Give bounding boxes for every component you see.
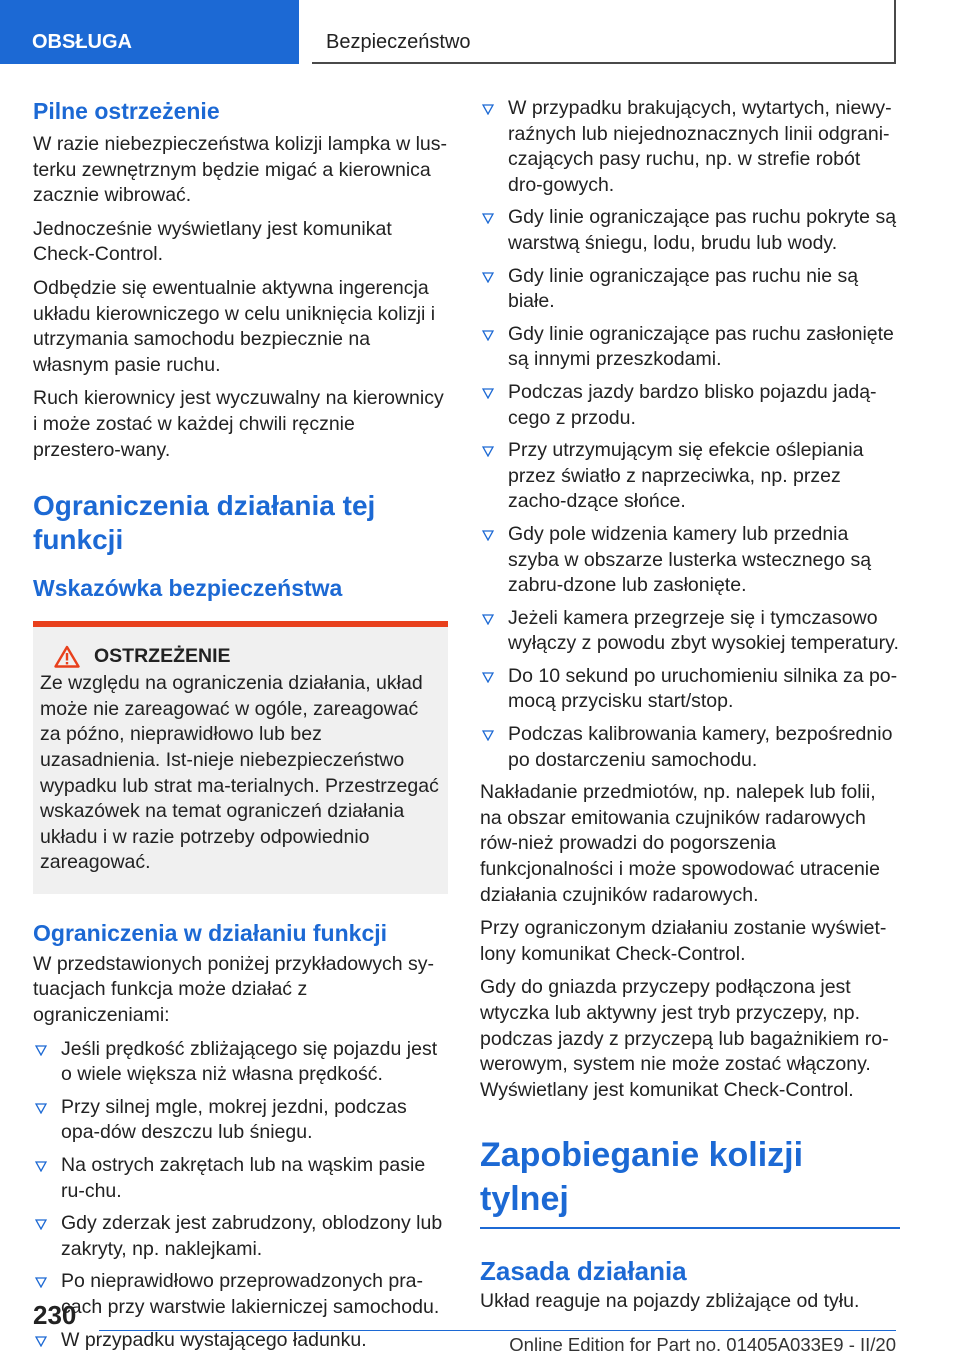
triangle-bullet-icon <box>482 671 494 683</box>
list-item-text: Jeśli prędkość zbliżającego się pojazdu jest o wiele większa niż własna prędkość. <box>61 1037 438 1086</box>
list-item <box>480 664 900 715</box>
list-item <box>33 1269 448 1320</box>
limitation-list-continued <box>480 96 900 773</box>
heading-rear-collision-prevention: Zapobieganie kolizji tylnej <box>480 1136 804 1219</box>
list-item <box>480 438 900 515</box>
list-item <box>480 205 900 256</box>
paragraph: W razie niebezpieczeństwa kolizji lampka w lus-terku zewnętrznym będzie migać a kierownica zacznie wibrować. <box>33 133 447 207</box>
paragraph: Ruch kierownicy jest wyczuwalny na kierownicy i może zostać w każdej chwili ręcznie przestero-wany. <box>33 387 444 461</box>
list-item <box>480 722 900 773</box>
list-item <box>33 1037 448 1088</box>
paragraph: Jednocześnie wyświetlany jest komunikat Check-Control. <box>33 217 392 266</box>
list-item-text: Na ostrych zakrętach lub na wąskim pasie ru-chu. <box>61 1154 426 1202</box>
list-item <box>480 522 900 599</box>
list-item-text: Gdy linie ograniczające pas ruchu nie są białe. <box>508 264 859 313</box>
page-number: 230 <box>33 1300 77 1330</box>
triangle-bullet-icon <box>482 445 494 457</box>
list-item-text: Gdy zderzak jest zabrudzony, oblodzony lub zakryty, np. naklejkami. <box>61 1212 443 1260</box>
heading-function-limits: Ograniczenia działania tej funkcji <box>33 490 376 556</box>
paragraph: Odbędzie się ewentualnie aktywna ingerencja układu kierowniczego w celu uniknięcia kolizji i utrzymania samochodu bezpiecznie na własnym pasie ruchu. <box>33 276 436 376</box>
section-tab: OBSŁUGA <box>0 0 299 64</box>
triangle-bullet-icon <box>35 1102 47 1114</box>
list-item <box>480 606 900 657</box>
triangle-bullet-icon <box>482 729 494 741</box>
triangle-bullet-icon <box>482 103 494 115</box>
list-item-text: Jeżeli kamera przegrzeje się i tymczasowo wyłączy z powodu zbyt wysokiej temperatury. <box>508 606 899 655</box>
triangle-bullet-icon <box>35 1276 47 1288</box>
list-item-text: Podczas kalibrowania kamery, bezpośrednio po dostarczeniu samochodu. <box>508 723 893 771</box>
chapter-title: Bezpieczeństwo <box>312 0 896 64</box>
triangle-bullet-icon <box>482 613 494 625</box>
triangle-bullet-icon <box>482 329 494 341</box>
list-item <box>33 1153 448 1204</box>
warning-title <box>40 643 440 669</box>
triangle-bullet-icon <box>482 387 494 399</box>
left-column <box>33 96 448 1360</box>
section-rule <box>480 1133 900 1229</box>
warning-box <box>33 621 448 894</box>
right-column <box>480 96 900 1315</box>
list-item-text: Gdy linie ograniczające pas ruchu zasłonięte są innymi przeszkodami. <box>508 322 894 371</box>
heading-safety-note: Wskazówka bezpieczeństwa <box>33 575 343 602</box>
edition-footer: Online Edition for Part no. 01405A033E9 - II/20 <box>509 1334 896 1355</box>
triangle-bullet-icon <box>35 1044 47 1056</box>
triangle-bullet-icon <box>482 271 494 283</box>
triangle-bullet-icon <box>35 1160 47 1172</box>
list-item <box>33 1095 448 1146</box>
heading-urgent-warning: Pilne ostrzeżenie <box>33 98 220 124</box>
list-item <box>480 264 900 315</box>
limitation-list <box>33 1037 448 1354</box>
triangle-bullet-icon <box>35 1335 47 1347</box>
paragraph: Przy ograniczonym działaniu zostanie wyświet-lony komunikat Check-Control. <box>480 917 887 965</box>
paragraph: Gdy do gniazda przyczepy podłączona jest wtyczka lub aktywny jest tryb przyczepy, np. podczas jazdy z przyczepą lub bagażnikiem ro-werowym, system nie może zostać włączony. Wyświetlany jest komunikat Check-Control. <box>480 976 889 1101</box>
list-item <box>33 1211 448 1262</box>
list-item-text: W przypadku brakujących, wytartych, niewy-raźnych lub niejednoznacznych linii odgrani-czających pasy ruchu, np. w strefie robót dro-gowych. <box>508 97 892 196</box>
list-item-text: Gdy pole widzenia kamery lub przednia szyba w obszarze lusterka wstecznego są zabru-dzone lub zasłonięte. <box>508 522 872 597</box>
list-item <box>480 380 900 431</box>
triangle-bullet-icon <box>482 529 494 541</box>
triangle-bullet-icon <box>35 1218 47 1230</box>
paragraph: Układ reaguje na pojazdy zbliżające od tyłu. <box>480 1290 860 1313</box>
list-item-text: Do 10 sekund po uruchomieniu silnika za po-mocą przycisku start/stop. <box>508 664 898 713</box>
list-item-text: Przy silnej mgle, mokrej jezdni, podczas opa-dów deszczu lub śniegu. <box>61 1095 407 1144</box>
list-item <box>480 96 900 198</box>
list-item-text: Przy utrzymującym się efekcie oślepiania przez światło z naprzeciwka, np. przez zacho-dzące słońce. <box>508 439 864 513</box>
paragraph: Nakładanie przedmiotów, np. nalepek lub folii, na obszar emitowania czujników radarowych rów-nież prowadzi do pogorszenia funkcjonalności i może spowodować utracenie działania czujników radarowych. <box>480 781 880 906</box>
warning-text: Ze względu na ograniczenia działania, układ może nie zareagować w ogóle, zareagować za późno, nieprawidłowo lub bez uzasadnienia. Ist-nieje niebezpieczeństwo wypadku lub strat ma-terialnych. Przestrzegać wskazówek na temat ograniczeń działania układu i w razie potrzeby odpowiednio zareagować. <box>40 672 439 874</box>
list-item <box>480 322 900 373</box>
paragraph: W przedstawionych poniżej przykładowych sy-tuacjach funkcja może działać z ograniczeniami: <box>33 952 434 1027</box>
warning-triangle-icon <box>54 645 80 668</box>
triangle-bullet-icon <box>482 212 494 224</box>
heading-principle: Zasada działania <box>480 1256 687 1287</box>
list-item-text: Po nieprawidłowo przeprowadzonych pra-cach przy warstwie lakierniczej samochodu. <box>61 1270 440 1318</box>
list-item-text: W przypadku wystającego ładunku. <box>61 1328 367 1351</box>
heading-operation-limits: Ograniczenia w działaniu funkcji <box>33 919 388 946</box>
list-item-text: Gdy linie ograniczające pas ruchu pokryte są warstwą śniegu, lodu, brudu lub wody. <box>508 206 897 254</box>
list-item-text: Podczas jazdy bardzo blisko pojazdu jadą-cego z przodu. <box>508 380 877 429</box>
warning-title-text: OSTRZEŻENIE <box>94 645 231 668</box>
